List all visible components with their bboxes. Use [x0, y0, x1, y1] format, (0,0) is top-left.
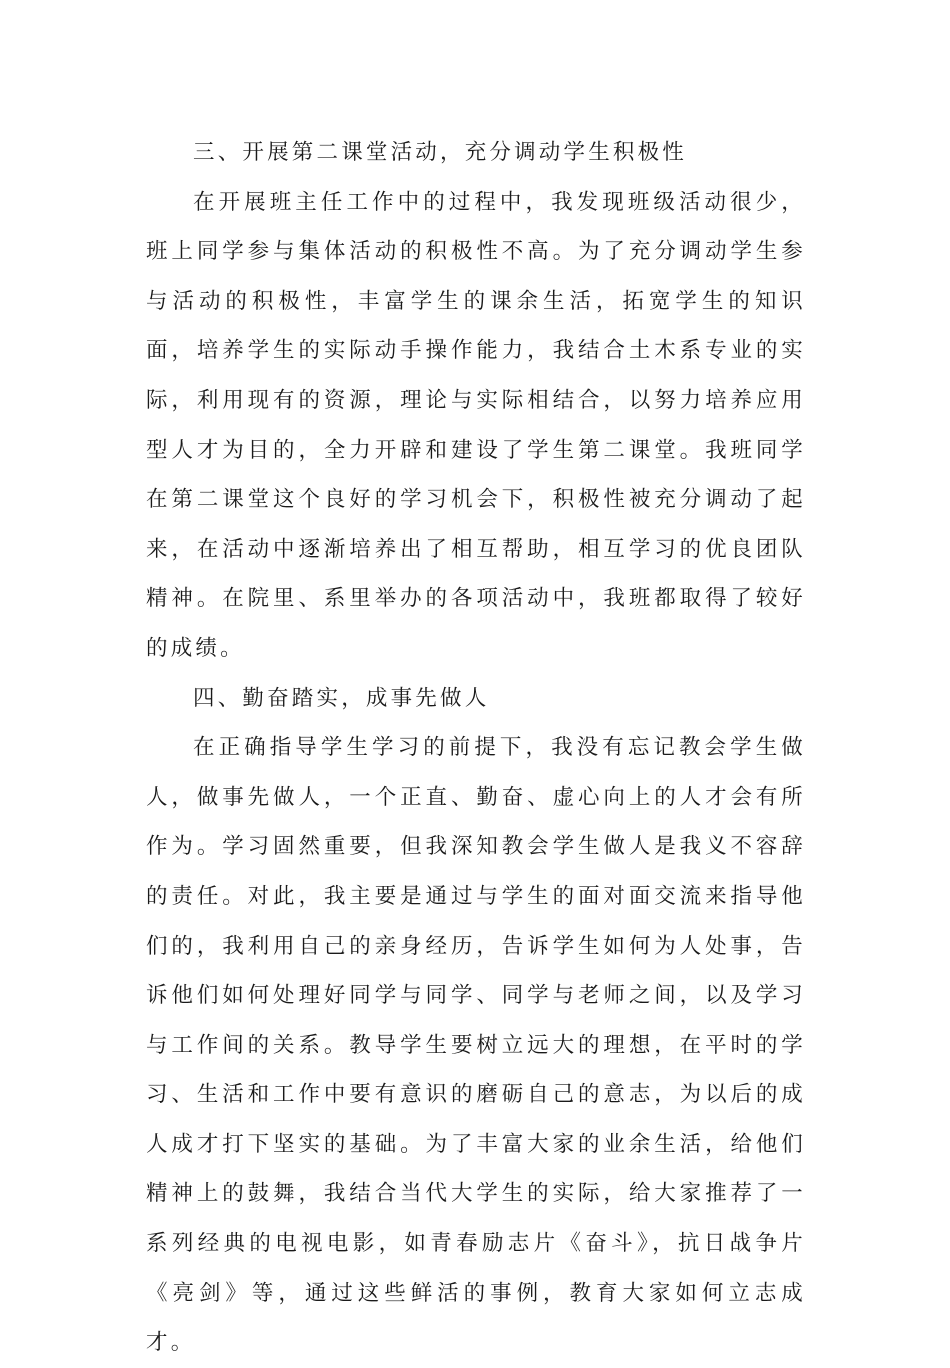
section-heading: 四、勤奋踏实，成事先做人: [193, 685, 490, 711]
document-body: [146, 128, 806, 1368]
section-paragraph: 在正确指导学生学习的前提下，我没有忘记教会学生做人，做事先做人，一个正直、勤奋、虚心向上的人才会有所作为。学习固然重要，但我深知教会学生做人是我义不容辞的责任。对此，我主要是通过与学生的面对面交流来指导他们的，我利用自己的亲身经历，告诉学生如何为人处事，告诉他们如何处理好同学与同学、同学与老师之间，以及学习与工作间的关系。教导学生要树立远大的理想，在平时的学习、生活和工作中要有意识的磨砺自己的意志，为以后的成人成才打下坚实的基础。为了丰富大家的业余生活，给他们精神上的鼓舞，我结合当代大学生的实际，给大家推荐了一系列经典的电视电影，如青春励志片《奋斗》，抗日战争片《亮剑》等，通过这些鲜活的事例，教育大家如何立志成才。: [146, 735, 806, 1356]
section-paragraph: 在开展班主任工作中的过程中，我发现班级活动很少，班上同学参与集体活动的积极性不高。为了充分调动学生参与活动的积极性，丰富学生的课余生活，拓宽学生的知识面，培养学生的实际动手操作能力，我结合土木系专业的实际，利用现有的资源，理论与实际相结合，以努力培养应用型人才为目的，全力开辟和建设了学生第二课堂。我班同学在第二课堂这个良好的学习机会下，积极性被充分调动了起来，在活动中逐渐培养出了相互帮助，相互学习的优良团队精神。在院里、系里举办的各项活动中，我班都取得了较好的成绩。: [146, 189, 806, 661]
section-heading: 三、开展第二课堂活动，充分调动学生积极性: [193, 140, 688, 165]
